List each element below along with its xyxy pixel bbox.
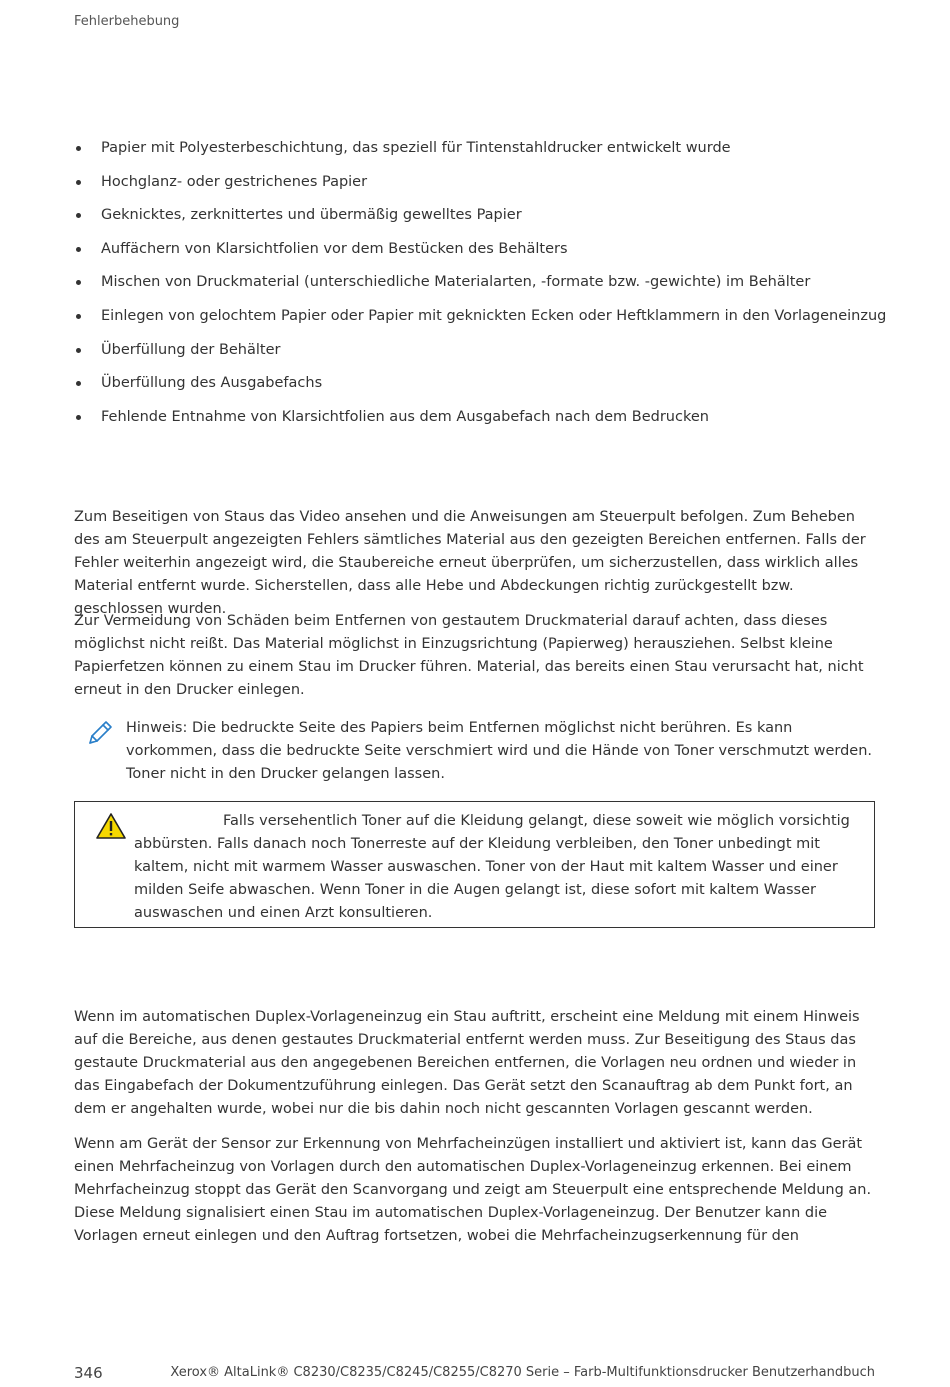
page-number: 346	[74, 1364, 103, 1382]
warning-box	[74, 801, 875, 928]
pencil-icon	[86, 719, 114, 747]
list-item: Fehlende Entnahme von Klarsichtfolien aus dem Ausgabefach nach dem Bedrucken	[74, 407, 884, 427]
list-item: Überfüllung der Behälter	[74, 340, 884, 360]
list-item: Überfüllung des Ausgabefachs	[74, 373, 884, 393]
list-item: Mischen von Druckmaterial (unterschiedliche Materialarten, -formate bzw. -gewichte) im Behälter	[74, 272, 884, 292]
paragraph-avoid-damage: Zur Vermeidung von Schäden beim Entfernen von gestautem Druckmaterial darauf achten, dass dieses möglichst nicht reißt. Das Material möglichst in Einzugsrichtung (Papierweg) herausziehen. Selbst kleine Papierfetzen können zu einem Stau im Drucker führen. Material, das bereits einen Stau verursacht hat, nicht erneut in den Drucker einlegen.	[74, 613, 864, 698]
list-item: Hochglanz- oder gestrichenes Papier	[74, 172, 884, 192]
paragraph-duplex-feeder-jam: Wenn im automatischen Duplex-Vorlageneinzug ein Stau auftritt, erscheint eine Meldung mit einem Hinweis auf die Bereiche, aus denen gestautes Druckmaterial entfernt werden muss. Zur Beseitigung des Staus das gestaute Druckmaterial aus den angegebenen Bereichen entfernen, die Vorlagen neu ordnen und wieder in das Eingabefach der Dokumentzuführung einlegen. Das Gerät setzt den Scanauftrag ab dem Punkt fort, an dem er angehalten wurde, wobei nur die bis dahin noch nicht gescannten Vorlagen gescannt werden.	[74, 1009, 860, 1117]
warning-text: Falls versehentlich Toner auf die Kleidung gelangt, diese soweit wie möglich vorsichtig abbürsten. Falls danach noch Tonerreste auf der Kleidung verbleiben, den Toner unbedingt mit kaltem, nicht mit warmem Wasser auswaschen. Toner von der Haut mit kaltem Wasser und einer milden Seife abwaschen. Wenn Toner in die Augen gelangt ist, diese sofort mit kaltem Wasser auswaschen und einen Arzt konsultieren.	[134, 813, 850, 921]
running-header: Fehlerbehebung	[74, 14, 180, 29]
list-item: Geknicktes, zerknittertes und übermäßig gewelltes Papier	[74, 205, 884, 225]
causes-bullet-list	[74, 138, 887, 440]
list-item: Papier mit Polyesterbeschichtung, das speziell für Tintenstahldrucker entwickelt wurde	[74, 138, 884, 158]
document-title: Xerox® AltaLink® C8230/C8235/C8245/C8255/C8270 Serie – Farb-Multifunktionsdrucker Benutzerhandbuch	[170, 1365, 875, 1380]
note-text: Hinweis: Die bedruckte Seite des Papiers beim Entfernen möglichst nicht berühren. Es kann vorkommen, dass die bedruckte Seite verschmiert wird und die Hände von Toner verschmutzt werden. Toner nicht in den Drucker gelangen lassen.	[126, 720, 873, 782]
paragraph-multifeed-detection: Wenn am Gerät der Sensor zur Erkennung von Mehrfacheinzügen installiert und aktiviert ist, kann das Gerät einen Mehrfacheinzug von Vorlagen durch den automatischen Duplex-Vorlageneinzug erkennen. Bei einem Mehrfacheinzug stoppt das Gerät den Scanvorgang und zeigt am Steuerpult eine entsprechende Meldung an. Diese Meldung signalisiert einen Stau im automatischen Duplex-Vorlageneinzug. Der Benutzer kann die Vorlagen erneut einlegen und den Auftrag fortsetzen, wobei die Mehrfacheinzugserkennung für den	[74, 1136, 872, 1244]
list-item: Einlegen von gelochtem Papier oder Papier mit geknickten Ecken oder Heftklammern in den Vorlageneinzug	[74, 306, 884, 326]
list-item: Auffächern von Klarsichtfolien vor dem Bestücken des Behälters	[74, 239, 884, 259]
paragraph-clear-jams: Zum Beseitigen von Staus das Video ansehen und die Anweisungen am Steuerpult befolgen. Zum Beheben des am Steuerpult angezeigten Fehlers sämtliches Material aus den gezeigten Bereichen entfernen. Falls der Fehler weiterhin angezeigt wird, die Staubereiche erneut überprüfen, um sicherzustellen, dass wirklich alles Material entfernt wurde. Sicherstellen, dass alle Hebe und Abdeckungen richtig zurückgestellt bzw. geschlossen wurden.	[74, 509, 866, 617]
warning-triangle-icon	[95, 812, 127, 840]
